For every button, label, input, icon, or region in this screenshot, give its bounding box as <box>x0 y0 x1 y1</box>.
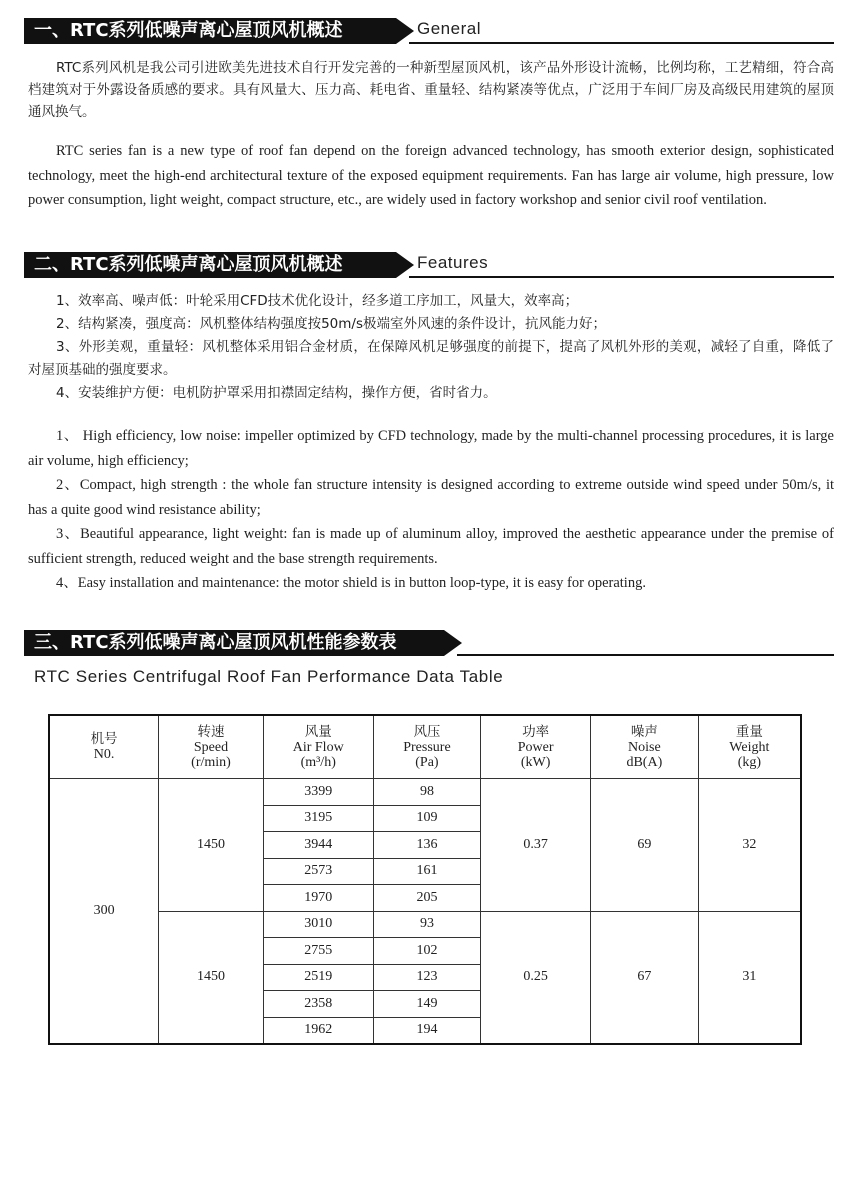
section-title-features: 二、RTC系列低噪声离心屋顶风机概述 <box>24 252 396 278</box>
airflow-cell: 3195 <box>263 805 373 832</box>
feature-item-cn: 2、结构紧凑，强度高：风机整体结构强度按50m/s极端室外风速的条件设计，抗风能力好； <box>56 316 606 332</box>
weight-cell: 31 <box>698 911 801 1044</box>
noise-cell: 69 <box>591 779 699 912</box>
pressure-cell: 102 <box>373 938 481 965</box>
pressure-cell: 136 <box>373 832 481 859</box>
section-rule <box>457 654 834 656</box>
section-title-general: 一、RTC系列低噪声离心屋顶风机概述 <box>24 18 396 44</box>
airflow-cell: 3010 <box>263 911 373 938</box>
pressure-cell: 98 <box>373 779 481 806</box>
features-list-en <box>28 424 834 596</box>
general-paragraph-cn: RTC系列风机是我公司引进欧美先进技术自行开发完善的一种新型屋顶风机，该产品外形设计流畅，比例均称，工艺精细，符合高档建筑对于外露设备质感的要求。具有风量大、压力高、耗电省、重量轻、结构紧凑等优点，广泛用于车间厂房及高级民用建筑的屋顶通风换气。 <box>28 60 834 120</box>
section-title-performance: 三、RTC系列低噪声离心屋顶风机性能参数表 <box>24 630 444 656</box>
speed-cell: 1450 <box>159 911 264 1044</box>
pressure-cell: 123 <box>373 964 481 991</box>
airflow-cell: 2573 <box>263 858 373 885</box>
section-header-general <box>24 18 834 44</box>
section-rule <box>409 276 834 278</box>
airflow-cell: 3944 <box>263 832 373 859</box>
performance-table <box>48 714 802 1045</box>
speed-cell: 1450 <box>159 779 264 912</box>
feature-item-en: 3、Beautiful appearance, light weight: fan is made up of aluminum alloy, improved the aesthetic appearance under the premise of sufficient strength, reduced weight and the base strength requirements. <box>28 526 834 567</box>
table-row <box>49 911 801 938</box>
feature-item-cn: 1、效率高、噪声低：叶轮采用CFD技术优化设计，经多道工序加工，风量大，效率高； <box>56 293 579 309</box>
pressure-cell: 109 <box>373 805 481 832</box>
feature-item-en: 1、 High efficiency, low noise: impeller optimized by CFD technology, made by the multi-channel processing procedures, it is large air volume, high efficiency; <box>28 428 834 469</box>
header-cell-no: 机号 N0. <box>49 715 159 779</box>
section-header-features <box>24 252 834 278</box>
feature-item-en: 4、Easy installation and maintenance: the motor shield is in button loop-type, it is easy for operating. <box>56 575 646 591</box>
header-cell-speed: 转速 Speed (r/min) <box>159 715 264 779</box>
model-cell: 300 <box>49 779 159 1045</box>
section-tag-features: Features <box>417 253 489 272</box>
header-cell-pressure: 风压 Pressure (Pa) <box>373 715 481 779</box>
section-header-performance <box>24 630 834 656</box>
table-header-row <box>49 715 801 779</box>
features-list-cn <box>28 290 834 405</box>
pressure-cell: 205 <box>373 885 481 912</box>
table-row <box>49 779 801 806</box>
feature-item-en: 2、Compact, high strength : the whole fan structure intensity is designed according to extreme outside wind speed under 50m/s, it has a quite good wind resistance ability; <box>28 477 834 518</box>
header-cell-noise: 噪声 Noise dB(A) <box>591 715 699 779</box>
header-cell-power: 功率 Power (kW) <box>481 715 591 779</box>
header-cell-airflow: 风量 Air Flow (m³/h) <box>263 715 373 779</box>
feature-item-cn: 4、安装维护方便：电机防护罩采用扣襟固定结构，操作方便，省时省力。 <box>56 385 497 401</box>
power-cell: 0.25 <box>481 911 591 1044</box>
header-cell-weight: 重量 Weight (kg) <box>698 715 801 779</box>
table-subtitle: RTC Series Centrifugal Roof Fan Performance Data Table <box>34 667 504 686</box>
airflow-cell: 2519 <box>263 964 373 991</box>
airflow-cell: 1970 <box>263 885 373 912</box>
feature-item-cn: 3、外形美观，重量轻：风机整体采用铝合金材质，在保障风机足够强度的前提下，提高了风机外形的美观，减轻了自重，降低了对屋顶基础的强度要求。 <box>28 339 834 378</box>
general-paragraph-en: RTC series fan is a new type of roof fan depend on the foreign advanced technology, has smooth exterior design, sophisticated technology, meet the high-end architectural texture of the exposed equipment requirements. Fan has large air volume, high pressure, low power consumption, light weight, compact structure, etc., are widely used in factory workshop and senior civil roof ventilation. <box>28 143 834 208</box>
pressure-cell: 161 <box>373 858 481 885</box>
noise-cell: 67 <box>591 911 699 1044</box>
power-cell: 0.37 <box>481 779 591 912</box>
airflow-cell: 2358 <box>263 991 373 1018</box>
weight-cell: 32 <box>698 779 801 912</box>
pressure-cell: 194 <box>373 1017 481 1044</box>
section-rule <box>409 42 834 44</box>
pressure-cell: 93 <box>373 911 481 938</box>
airflow-cell: 2755 <box>263 938 373 965</box>
airflow-cell: 3399 <box>263 779 373 806</box>
airflow-cell: 1962 <box>263 1017 373 1044</box>
section-tag-general: General <box>417 19 481 38</box>
pressure-cell: 149 <box>373 991 481 1018</box>
